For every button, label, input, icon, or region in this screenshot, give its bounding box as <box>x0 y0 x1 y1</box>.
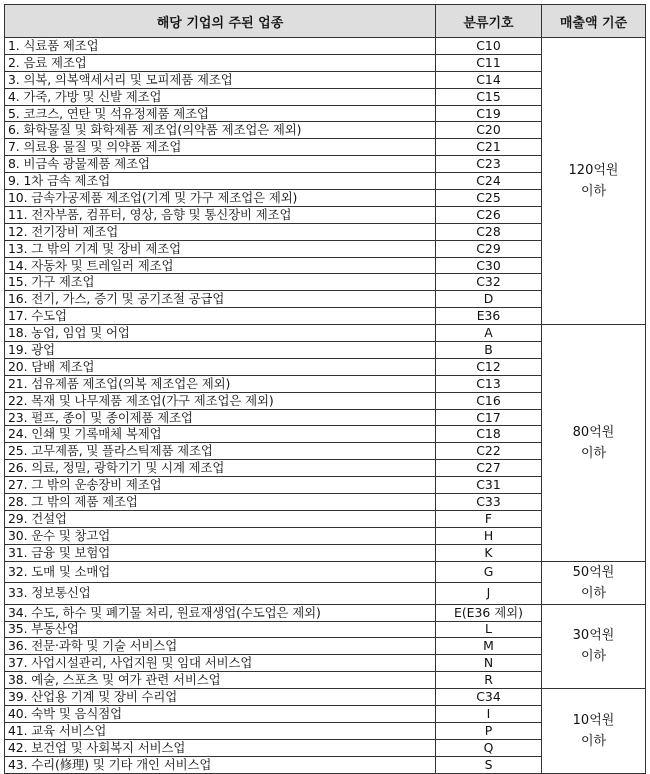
industry-cell: 39. 산업용 기계 및 장비 수리업 <box>5 689 436 706</box>
classification-code-cell: C34 <box>436 689 542 706</box>
classification-code-cell: R <box>436 672 542 689</box>
classification-code-cell: N <box>436 655 542 672</box>
industry-cell: 3. 의복, 의복액세서리 및 모피제품 제조업 <box>5 71 436 88</box>
classification-code-cell: C20 <box>436 122 542 139</box>
classification-code-cell: C33 <box>436 494 542 511</box>
classification-code-cell: J <box>436 583 542 605</box>
industry-cell: 7. 의료용 물질 및 의약품 제조업 <box>5 139 436 156</box>
industry-cell: 8. 비금속 광물제품 제조업 <box>5 156 436 173</box>
industry-cell: 43. 수리(修理) 및 기타 개인 서비스업 <box>5 756 436 773</box>
industry-cell: 22. 목재 및 나무제품 제조업(가구 제조업은 제외) <box>5 392 436 409</box>
industry-cell: 23. 펄프, 종이 및 종이제품 제조업 <box>5 409 436 426</box>
industry-cell: 1. 식료품 제조업 <box>5 38 436 55</box>
header-code: 분류기호 <box>436 5 542 38</box>
classification-code-cell: Q <box>436 739 542 756</box>
classification-code-cell: E(E36 제외) <box>436 604 542 621</box>
industry-cell: 30. 운수 및 창고업 <box>5 527 436 544</box>
classification-code-cell: I <box>436 705 542 722</box>
industry-revenue-table-container <box>4 4 646 774</box>
industry-cell: 6. 화학물질 및 화학제품 제조업(의약품 제조업은 제외) <box>5 122 436 139</box>
classification-code-cell: C12 <box>436 358 542 375</box>
classification-code-cell: C22 <box>436 443 542 460</box>
industry-cell: 34. 수도, 하수 및 폐기물 처리, 원료재생업(수도업은 제외) <box>5 604 436 621</box>
table-row <box>5 325 646 342</box>
industry-cell: 15. 가구 제조업 <box>5 274 436 291</box>
classification-code-cell: M <box>436 638 542 655</box>
industry-cell: 10. 금속가공제품 제조업(기계 및 가구 제조업은 제외) <box>5 190 436 207</box>
table-row <box>5 604 646 621</box>
header-row <box>5 5 646 38</box>
industry-cell: 4. 가죽, 가방 및 신발 제조업 <box>5 88 436 105</box>
industry-cell: 11. 전자부품, 컴퓨터, 영상, 음향 및 통신장비 제조업 <box>5 206 436 223</box>
revenue-qualifier: 이하 <box>580 445 607 461</box>
industry-cell: 17. 수도업 <box>5 308 436 325</box>
classification-code-cell: H <box>436 527 542 544</box>
table-row <box>5 38 646 55</box>
industry-cell: 9. 1차 금속 제조업 <box>5 173 436 190</box>
classification-code-cell: C28 <box>436 223 542 240</box>
industry-cell: 27. 그 밖의 운송장비 제조업 <box>5 477 436 494</box>
industry-cell: 21. 섬유제품 제조업(의복 제조업은 제외) <box>5 375 436 392</box>
industry-cell: 32. 도매 및 소매업 <box>5 561 436 583</box>
revenue-threshold-cell <box>542 604 646 688</box>
header-industry: 해당 기업의 주된 업종 <box>5 5 436 38</box>
revenue-amount: 120억원 <box>568 163 619 179</box>
industry-cell: 28. 그 밖의 제품 제조업 <box>5 494 436 511</box>
industry-cell: 18. 농업, 임업 및 어업 <box>5 325 436 342</box>
classification-code-cell: C32 <box>436 274 542 291</box>
classification-code-cell: L <box>436 621 542 638</box>
classification-code-cell: C11 <box>436 54 542 71</box>
classification-code-cell: C24 <box>436 173 542 190</box>
table-body <box>5 38 646 774</box>
classification-code-cell: S <box>436 756 542 773</box>
industry-cell: 35. 부동산업 <box>5 621 436 638</box>
industry-cell: 19. 광업 <box>5 342 436 359</box>
revenue-amount: 30억원 <box>572 628 615 644</box>
classification-code-cell: C19 <box>436 105 542 122</box>
classification-code-cell: C15 <box>436 88 542 105</box>
classification-code-cell: C27 <box>436 460 542 477</box>
classification-code-cell: C23 <box>436 156 542 173</box>
industry-cell: 29. 건설업 <box>5 510 436 527</box>
classification-code-cell: C14 <box>436 71 542 88</box>
industry-cell: 25. 고무제품, 및 플라스틱제품 제조업 <box>5 443 436 460</box>
classification-code-cell: C18 <box>436 426 542 443</box>
classification-code-cell: C26 <box>436 206 542 223</box>
revenue-qualifier: 이하 <box>580 184 607 200</box>
classification-code-cell: C29 <box>436 240 542 257</box>
classification-code-cell: D <box>436 291 542 308</box>
revenue-qualifier: 이하 <box>580 585 607 601</box>
classification-code-cell: E36 <box>436 308 542 325</box>
classification-code-cell: P <box>436 722 542 739</box>
revenue-threshold-cell <box>542 325 646 561</box>
industry-cell: 13. 그 밖의 기계 및 장비 제조업 <box>5 240 436 257</box>
industry-cell: 41. 교육 서비스업 <box>5 722 436 739</box>
industry-cell: 12. 전기장비 제조업 <box>5 223 436 240</box>
industry-cell: 24. 인쇄 및 기록매체 복제업 <box>5 426 436 443</box>
revenue-amount: 80억원 <box>572 424 615 440</box>
classification-code-cell: C17 <box>436 409 542 426</box>
revenue-amount: 50억원 <box>572 564 615 580</box>
industry-cell: 26. 의료, 정밀, 광학기기 및 시계 제조업 <box>5 460 436 477</box>
classification-code-cell: C25 <box>436 190 542 207</box>
revenue-qualifier: 이하 <box>580 649 607 665</box>
revenue-qualifier: 이하 <box>580 733 607 749</box>
revenue-threshold-cell <box>542 561 646 604</box>
classification-code-cell: C31 <box>436 477 542 494</box>
classification-code-cell: F <box>436 510 542 527</box>
classification-code-cell: G <box>436 561 542 583</box>
industry-cell: 36. 전문‧과학 및 기술 서비스업 <box>5 638 436 655</box>
classification-code-cell: B <box>436 342 542 359</box>
revenue-threshold-cell <box>542 689 646 773</box>
industry-cell: 42. 보건업 및 사회복지 서비스업 <box>5 739 436 756</box>
table-row <box>5 689 646 706</box>
industry-cell: 16. 전기, 가스, 증기 및 공기조절 공급업 <box>5 291 436 308</box>
classification-code-cell: C10 <box>436 38 542 55</box>
classification-code-cell: K <box>436 544 542 561</box>
industry-cell: 33. 정보통신업 <box>5 583 436 605</box>
industry-cell: 40. 숙박 및 음식점업 <box>5 705 436 722</box>
revenue-threshold-cell <box>542 38 646 325</box>
classification-code-cell: C21 <box>436 139 542 156</box>
classification-code-cell: C13 <box>436 375 542 392</box>
industry-cell: 2. 음료 제조업 <box>5 54 436 71</box>
classification-code-cell: A <box>436 325 542 342</box>
classification-code-cell: C16 <box>436 392 542 409</box>
industry-cell: 14. 자동차 및 트레일러 제조업 <box>5 257 436 274</box>
classification-code-cell: C30 <box>436 257 542 274</box>
industry-cell: 20. 담배 제조업 <box>5 358 436 375</box>
industry-cell: 37. 사업시설관리, 사업지원 및 임대 서비스업 <box>5 655 436 672</box>
industry-cell: 31. 금융 및 보험업 <box>5 544 436 561</box>
table-header <box>5 5 646 38</box>
industry-cell: 38. 예술, 스포츠 및 여가 관련 서비스업 <box>5 672 436 689</box>
header-revenue: 매출액 기준 <box>542 5 646 38</box>
revenue-amount: 10억원 <box>572 712 615 728</box>
industry-cell: 5. 코크스, 연탄 및 석유정제품 제조업 <box>5 105 436 122</box>
table-row <box>5 561 646 583</box>
industry-revenue-table <box>4 4 646 774</box>
